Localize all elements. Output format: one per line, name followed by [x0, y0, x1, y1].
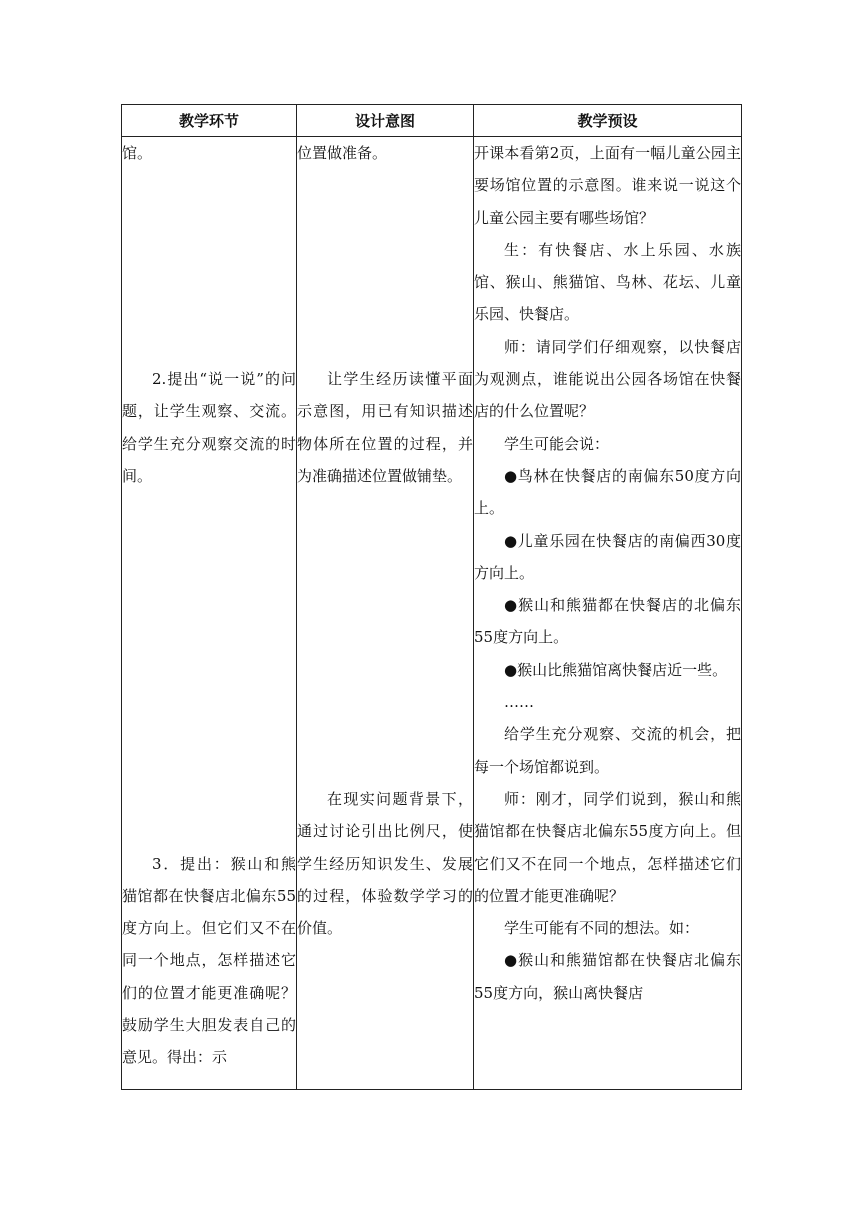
table-header-row	[122, 105, 742, 137]
plan-text-4: ●鸟林在快餐店的南偏东50度方向上。	[474, 466, 741, 518]
cell-teaching-stage	[122, 137, 297, 1090]
plan-text-6: ●猴山和熊猫都在快餐店的北偏东55度方向上。	[474, 596, 741, 647]
plan-text-2: 师：请同学们仔细观察，以快餐店为观测点，谁能说出公园各场馆在快餐店的什么位置呢？	[474, 337, 741, 421]
plan-text-7: ●猴山比熊猫馆离快餐店近一些。	[504, 660, 728, 679]
table-body-row	[122, 137, 742, 1090]
header-design-intent: 设计意图	[297, 105, 474, 137]
header-teaching-plan: 教学预设	[474, 105, 742, 137]
intent-text-0: 位置做准备。	[297, 144, 388, 162]
plan-text-5: ●儿童乐园在快餐店的南偏西30度方向上。	[474, 531, 741, 582]
stage-text-2: 3．提出：猴山和熊猫馆都在快餐店北偏东55度方向上。但它们又不在同一个地点，怎样描述它们的位置才能更准确呢？鼓励学生大胆发表自己的意见。得出：示	[122, 854, 296, 1067]
lesson-plan-table	[121, 104, 742, 1090]
cell-design-intent	[297, 137, 474, 1090]
plan-text-12: ●猴山和熊猫馆都在快餐店北偏东55度方向，猴山离快餐店	[474, 951, 741, 1002]
intent-text-1: 让学生经历读懂平面示意图，用已有知识描述物体所在位置的过程，并为准确描述位置做铺垫。	[297, 370, 473, 485]
plan-text-8: ……	[504, 693, 534, 712]
plan-text-1: 生：有快餐店、水上乐园、水族馆、猴山、熊猫馆、鸟林、花坛、儿童乐园、快餐店。	[474, 240, 741, 324]
stage-text-1: 2.提出“说一说”的问题，让学生观察、交流。给学生充分观察交流的时间。	[122, 370, 296, 485]
plan-text-0: 开课本看第2页，上面有一幅儿童公园主要场馆位置的示意图。谁来说一说这个儿童公园主要有哪些场馆？	[474, 144, 741, 227]
header-teaching-stage: 教学环节	[122, 105, 297, 137]
plan-text-3: 学生可能会说：	[504, 434, 610, 453]
plan-text-11: 学生可能有不同的想法。如：	[504, 919, 700, 938]
plan-text-10: 师：刚才，同学们说到，猴山和熊猫馆都在快餐店北偏东55度方向上。但它们又不在同一个地点，怎样描述它们的位置才能更准确呢？	[474, 789, 741, 905]
intent-text-2: 在现实问题背景下，通过讨论引出比例尺，使学生经历知识发生、发展的过程，体验数学学习的价值。	[297, 789, 473, 938]
cell-teaching-plan	[474, 137, 742, 1090]
stage-text-0: 馆。	[122, 144, 153, 162]
plan-text-9: 给学生充分观察、交流的机会，把每一个场馆都说到。	[474, 725, 741, 776]
